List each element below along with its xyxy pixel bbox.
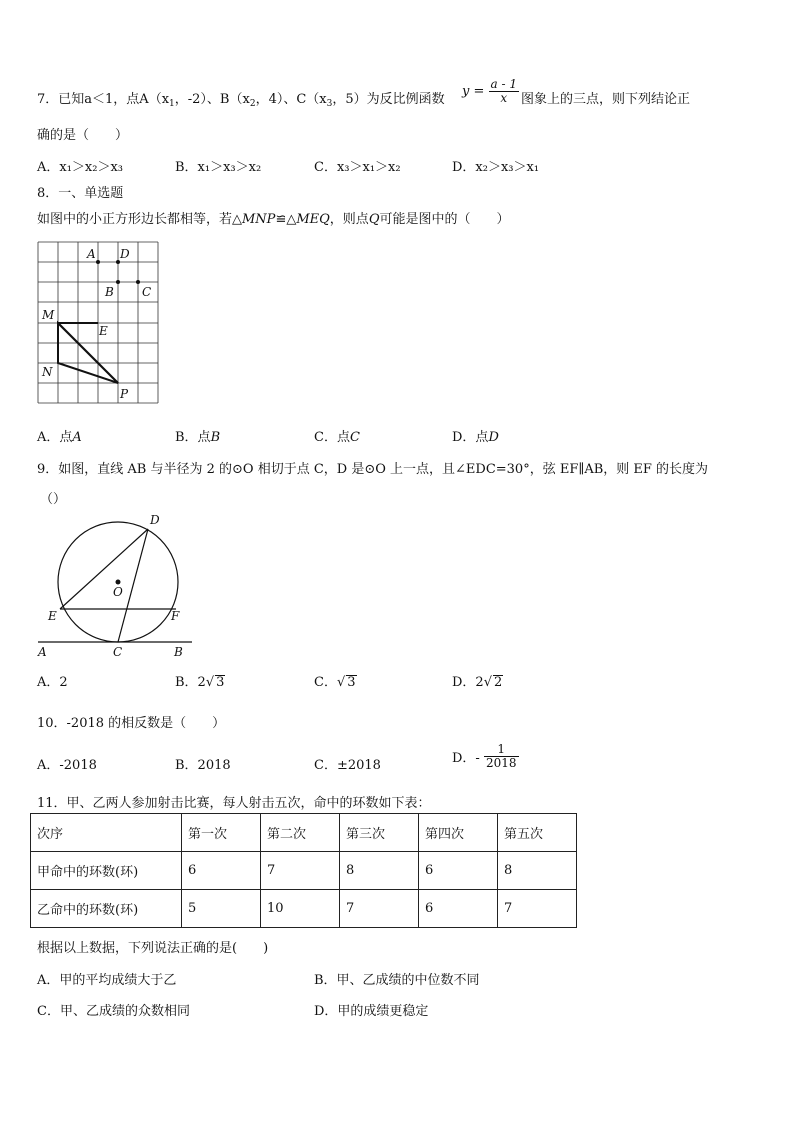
q9-option-c-sqrt-icon: √ [336, 675, 346, 690]
q7-func-y: y = [462, 84, 485, 100]
q8-text-a: 如图中的小正方形边长都相等，若△ [37, 212, 242, 227]
q8-label-d: D [120, 247, 130, 261]
q10-option-d-numerator: 1 [484, 743, 519, 757]
q9-circle-figure [34, 510, 204, 660]
q7-text-d: ，5）为反比例函数 [332, 92, 445, 107]
q8-triangles [58, 323, 118, 383]
q8-option-c-letter: C [349, 430, 360, 445]
q10-option-d-prefix: D．- [452, 751, 480, 767]
q8-option-a[interactable] [37, 426, 82, 445]
table-header-cell: 第一次 [182, 814, 261, 852]
q9-option-d[interactable] [452, 671, 503, 690]
q8-text-d: 可能是图中的（ ） [379, 212, 510, 227]
q10-option-b[interactable]: B．2018 [175, 758, 231, 773]
table-header-cell: 第五次 [498, 814, 577, 852]
q9-label-o: O [113, 585, 123, 599]
table-cell: 8 [340, 852, 419, 890]
q7-text-e: 图象上的三点，则下列结论正 [521, 92, 691, 107]
q11-option-c[interactable]: C．甲、乙成绩的众数相同 [37, 1004, 190, 1019]
q10-stem: 10．-2018 的相反数是（ ） [37, 716, 226, 731]
q7-sub3: 3 [326, 99, 333, 109]
q8-label-e: E [99, 324, 108, 338]
q7-func-numerator: a - 1 [490, 77, 517, 91]
q8-option-b[interactable] [175, 426, 220, 445]
q11-option-d[interactable]: D．甲的成绩更稳定 [314, 1004, 429, 1019]
q7-option-a[interactable]: A．x₁＞x₂＞x₃ [37, 160, 124, 175]
q7-text-b: ，-2）、B（x [174, 92, 250, 107]
q7-number: 7． [37, 92, 59, 107]
q9-option-d-prefix: D．2 [452, 675, 484, 690]
q8-option-c-prefix: C．点 [314, 430, 350, 445]
q8-point-a [96, 260, 100, 264]
table-header-cell: 次序 [31, 814, 182, 852]
q7-stem [37, 88, 445, 107]
q8-text-b: ≌△ [275, 212, 297, 227]
q9-stem: 9．如图，直线 AB 与半径为 2 的⊙O 相切于点 C，D 是⊙O 上一点，且∠EDC=30°，弦 EF∥AB，则 EF 的长度为 [37, 462, 709, 477]
q9-segment-ed [60, 529, 148, 609]
q10-option-c[interactable]: C．±2018 [314, 758, 381, 773]
q9-option-b-prefix: B．2 [175, 675, 206, 690]
q11-option-b[interactable]: B．甲、乙成绩的中位数不同 [314, 973, 480, 988]
q9-label-e: E [48, 609, 57, 623]
q10-option-d[interactable] [452, 743, 519, 770]
table-cell: 甲命中的环数(环) [31, 852, 182, 890]
table-header-cell: 第三次 [340, 814, 419, 852]
q9-label-f: F [171, 609, 180, 623]
q8-text-c: ，则点 [329, 212, 369, 227]
q9-label-b: B [174, 645, 183, 659]
q9-label-a: A [38, 645, 47, 659]
q8-option-a-letter: A [72, 430, 82, 445]
q8-point-b [116, 280, 120, 284]
q8-heading: 8．一、单选题 [37, 186, 124, 201]
q7-text-c: ，4）、C（x [255, 92, 327, 107]
q10-option-d-denominator: 2018 [485, 756, 517, 771]
q8-text-mnp: MNP [242, 212, 276, 227]
q8-label-b: B [105, 285, 114, 299]
q10-option-a[interactable]: A．-2018 [37, 758, 97, 773]
q8-label-c: C [142, 285, 152, 299]
q9-label-c: C [113, 645, 123, 659]
table-cell: 8 [498, 852, 577, 890]
table-cell: 7 [340, 890, 419, 928]
table-header-cell: 第四次 [419, 814, 498, 852]
q8-option-d-prefix: D．点 [452, 430, 489, 445]
q8-option-a-prefix: A．点 [37, 430, 73, 445]
q9-option-c-radicand: 3 [347, 675, 356, 690]
q9-option-b[interactable] [175, 671, 225, 690]
table-cell: 6 [419, 890, 498, 928]
q9-option-d-sqrt-icon: √ [483, 675, 492, 690]
q8-text-meq: MEQ [296, 212, 330, 227]
q11-question: 根据以上数据，下列说法正确的是( ) [37, 941, 269, 956]
q9-option-c[interactable] [314, 671, 357, 690]
q9-option-d-radicand: 2 [494, 675, 503, 690]
table-cell: 6 [419, 852, 498, 890]
q9-line2: （） [40, 492, 67, 507]
q11-option-a[interactable]: A．甲的平均成绩大于乙 [37, 973, 177, 988]
q7-option-b[interactable]: B．x₁＞x₃＞x₂ [175, 160, 262, 175]
q11-score-table [30, 813, 577, 928]
q9-option-a[interactable]: A．2 [37, 675, 68, 690]
q8-label-p: P [120, 387, 129, 401]
q8-text-q: Q [368, 212, 380, 227]
q7-func-denominator: x [500, 91, 508, 106]
q9-option-b-sqrt-icon: √ [205, 675, 215, 690]
q10-option-d-fraction [484, 743, 519, 770]
q8-option-b-letter: B [210, 430, 221, 445]
q8-option-d-letter: D [488, 430, 499, 445]
q11-stem: 11．甲、乙两人参加射击比赛，每人射击五次，命中的环数如下表： [37, 796, 431, 811]
table-header-row [31, 814, 577, 852]
q7-line2: 确的是（ ） [37, 128, 129, 143]
q8-option-c[interactable] [314, 426, 360, 445]
q7-function [462, 78, 519, 105]
q7-sub2: 2 [249, 99, 256, 109]
q8-label-a: A [87, 247, 96, 261]
table-cell: 乙命中的环数(环) [31, 890, 182, 928]
table-cell: 7 [498, 890, 577, 928]
table-header-cell: 第二次 [261, 814, 340, 852]
q9-option-c-prefix: C． [314, 675, 337, 690]
q8-option-b-prefix: B．点 [175, 430, 211, 445]
table-row [31, 852, 577, 890]
q8-point-c [136, 280, 140, 284]
q8-label-n: N [42, 365, 53, 379]
table-cell: 7 [261, 852, 340, 890]
q7-text-a: 已知a＜1，点A（x [58, 92, 170, 107]
q9-center-dot [116, 580, 121, 585]
q8-option-d[interactable] [452, 426, 499, 445]
q8-grid-figure [34, 238, 164, 408]
q7-option-c[interactable]: C．x₃＞x₁＞x₂ [314, 160, 401, 175]
q8-label-m: M [42, 308, 55, 322]
q9-label-d: D [150, 513, 160, 527]
q9-option-b-radicand: 3 [216, 675, 225, 690]
table-cell: 5 [182, 890, 261, 928]
q7-sub1: 1 [169, 99, 175, 109]
q7-option-d[interactable]: D．x₂＞x₃＞x₁ [452, 160, 540, 175]
table-row [31, 890, 577, 928]
q7-func-fraction [489, 78, 519, 105]
q8-stem [37, 208, 510, 227]
table-cell: 6 [182, 852, 261, 890]
table-cell: 10 [261, 890, 340, 928]
